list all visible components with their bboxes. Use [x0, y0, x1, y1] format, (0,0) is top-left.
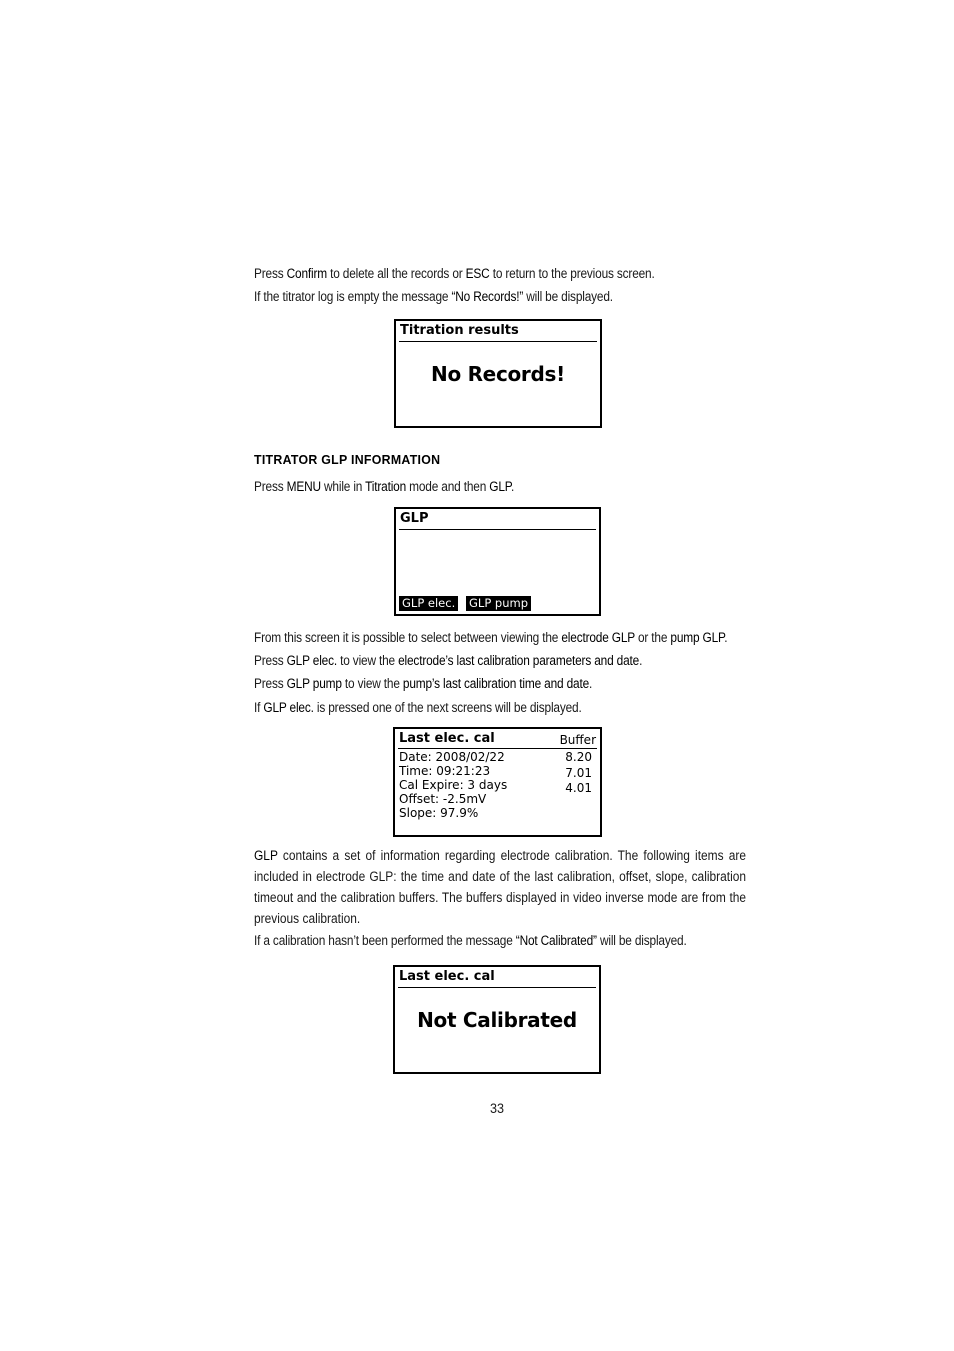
- text: Press: [254, 676, 287, 691]
- glp-description: [254, 845, 746, 929]
- text: .: [724, 630, 728, 645]
- title-divider: [399, 529, 596, 530]
- body-line-2: [254, 653, 642, 668]
- keyword-menu: MENU: [286, 479, 321, 494]
- keyword-pump-glp: pump GLP: [670, 630, 725, 645]
- cal-expire: Cal Expire: 3 days: [399, 778, 508, 792]
- title-divider: [399, 341, 597, 342]
- keyword-glp: GLP: [254, 848, 278, 863]
- text: to view the: [336, 653, 399, 668]
- text: From this screen it is possible to select between viewing the: [254, 630, 562, 645]
- text: .: [639, 653, 643, 668]
- screen-glp: [394, 507, 601, 616]
- keyword-no-records: “No Records!”: [451, 289, 524, 304]
- keyword-electrode-params: electrode’s last calibration parameters and date: [398, 653, 640, 668]
- title-divider: [398, 987, 596, 988]
- text: Press: [254, 653, 287, 668]
- keyword-electrode-glp: electrode GLP: [561, 630, 635, 645]
- cal-slope: Slope: 97.9%: [399, 806, 479, 820]
- screen-not-calibrated: [393, 965, 601, 1074]
- intro-line-1: [254, 266, 655, 281]
- text: contains a set of information regarding electrode calibration. The following items are included in electrode GLP: the time and date of the last calibration, offset, slope, calibration timeout and the calibration buffers. The buffers displayed in video inverse mode are from the previous calibration.: [254, 848, 747, 926]
- text: If a calibration hasn’t been performed the message: [254, 933, 516, 948]
- keyword-glp-pump: GLP pump: [286, 676, 342, 691]
- keyword-glp: GLP: [489, 479, 511, 494]
- screen-title: Last elec. cal: [399, 731, 495, 746]
- title-divider: [398, 748, 597, 749]
- text: is pressed one of the next screens will be displayed.: [313, 700, 582, 715]
- section-line-1: [254, 479, 514, 494]
- softkey-glp-pump[interactable]: GLP pump: [466, 596, 531, 611]
- text: Press: [254, 266, 287, 281]
- text: mode and then: [406, 479, 490, 494]
- text: Press: [254, 479, 287, 494]
- keyword-pump-params: pump’s last calibration time and date: [402, 676, 590, 691]
- text: while in: [320, 479, 366, 494]
- body-line-1: [254, 630, 727, 645]
- text: to view the: [341, 676, 403, 691]
- keyword-not-calibrated: “Not Calibrated”: [515, 933, 597, 948]
- buffer-header: Buffer: [559, 733, 596, 747]
- cal-offset: Offset: -2.5mV: [399, 792, 487, 806]
- not-calibrated-line: [254, 933, 687, 948]
- keyword-glp-elec: GLP elec.: [263, 700, 314, 715]
- screen-title: Last elec. cal: [399, 969, 495, 984]
- body-line-3: [254, 676, 592, 691]
- buffer-value: 4.01: [565, 781, 592, 795]
- keyword-titration: Titration: [365, 479, 407, 494]
- keyword-esc: ESC: [465, 266, 490, 281]
- screen-title: GLP: [400, 511, 429, 526]
- keyword-glp-elec: GLP elec.: [286, 653, 337, 668]
- text: If: [254, 700, 264, 715]
- text: .: [589, 676, 593, 691]
- softkey-glp-elec[interactable]: GLP elec.: [399, 596, 458, 611]
- page-number: 33: [489, 1100, 505, 1116]
- text: will be displayed.: [523, 289, 613, 304]
- text: .: [510, 479, 515, 494]
- not-calibrated-message: Not Calibrated: [417, 1008, 577, 1032]
- cal-time: Time: 09:21:23: [399, 764, 491, 778]
- text: If the titrator log is empty the message: [254, 289, 452, 304]
- no-records-message: No Records!: [431, 362, 565, 386]
- screen-last-elec-cal: [393, 727, 602, 837]
- screen-no-records: [394, 319, 602, 428]
- buffer-value: 8.20: [565, 750, 592, 764]
- buffer-value: 7.01: [565, 766, 592, 780]
- text: will be displayed.: [596, 933, 687, 948]
- text: or the: [634, 630, 671, 645]
- text: to return to the previous screen.: [489, 266, 655, 281]
- section-heading: TITRATOR GLP INFORMATION: [254, 452, 441, 467]
- keyword-confirm: Confirm: [286, 266, 327, 281]
- body-line-4: [254, 700, 582, 715]
- text: to delete all the records or: [326, 266, 466, 281]
- cal-date: Date: 2008/02/22: [399, 750, 505, 764]
- screen-title: Titration results: [400, 323, 519, 338]
- intro-line-2: [254, 289, 613, 304]
